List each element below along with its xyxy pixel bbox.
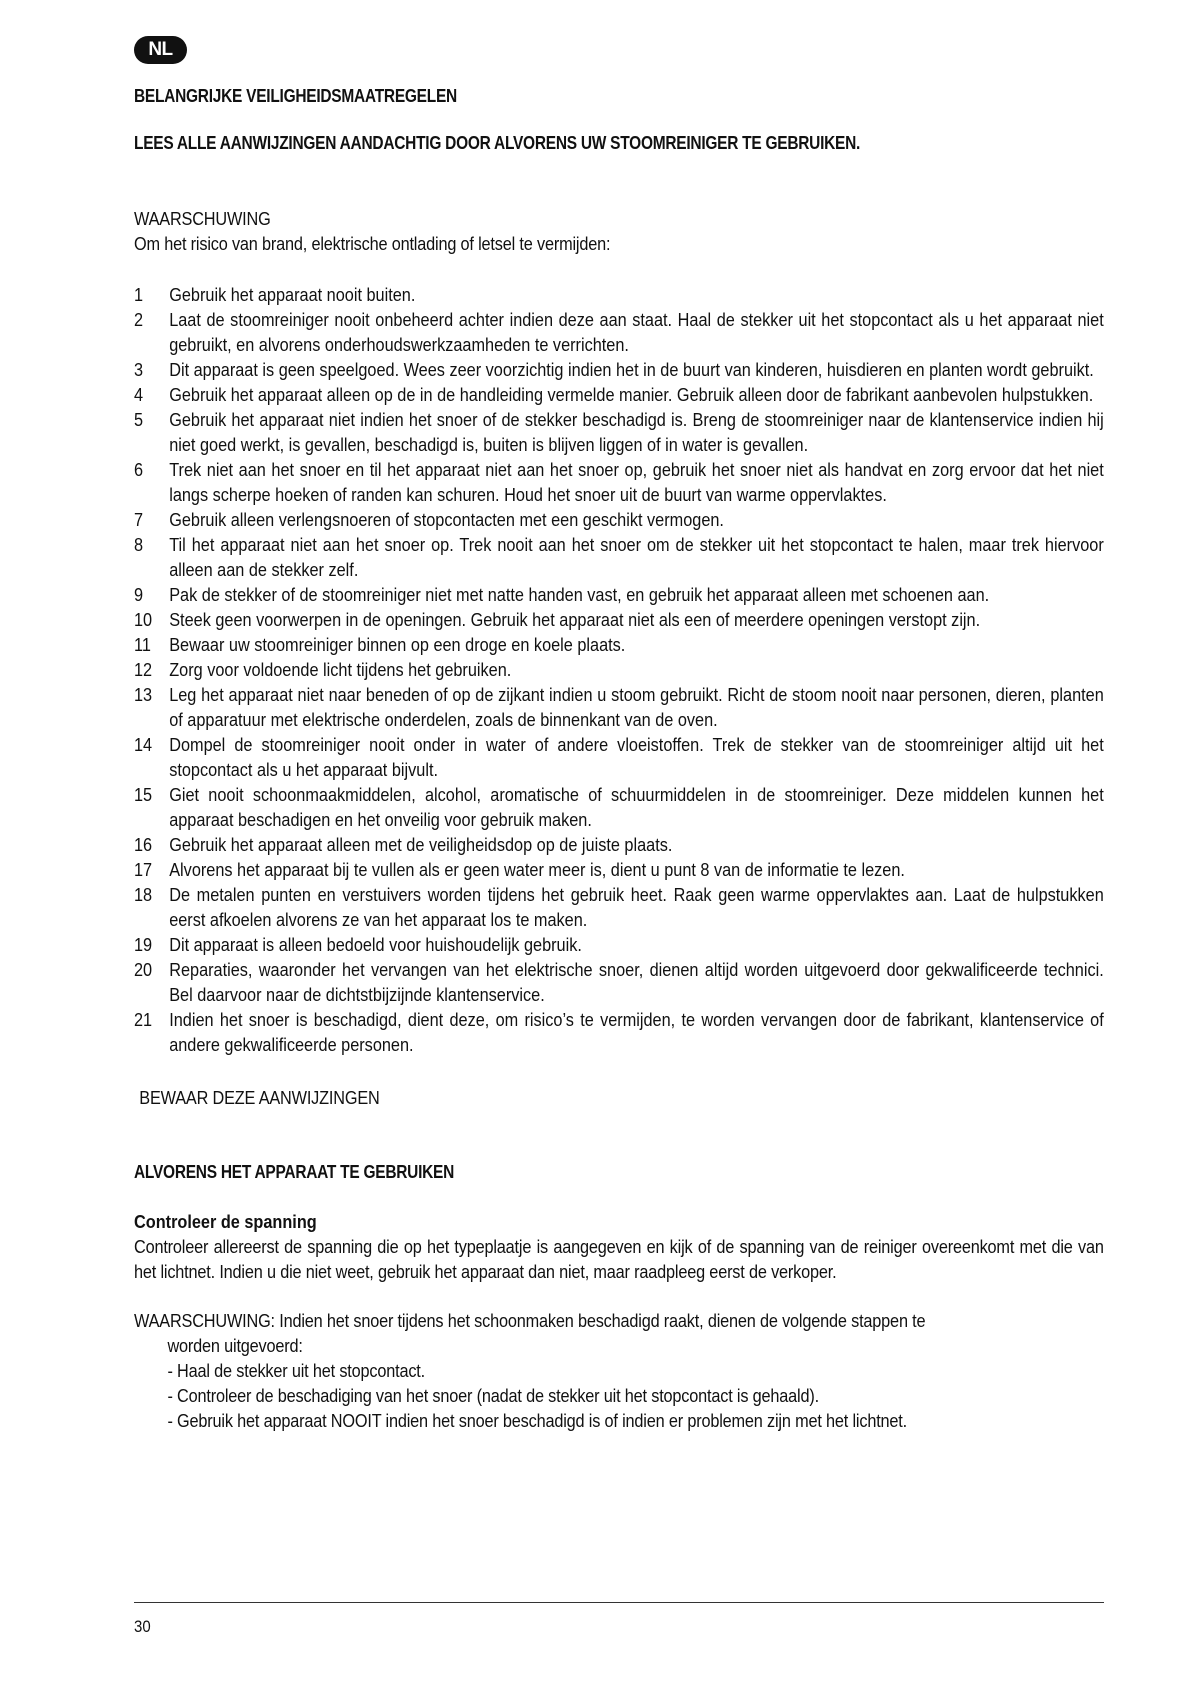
rule-text: Reparaties, waaronder het vervangen van het elektrische snoer, dienen altijd worden uitgevoerd door gekwalificeerde technici. Bel daarvoor naar de dichtstbijzijnde klantenservice. (169, 959, 1104, 1005)
rule-text: Giet nooit schoonmaakmiddelen, alcohol, aromatische of schuurmiddelen in de stoomreiniger. Deze middelen kunnen het apparaat beschadigen en het onveilig voor gebruik maken. (169, 784, 1104, 830)
language-badge: NL (134, 36, 187, 64)
page-title: BELANGRIJKE VEILIGHEIDSMAATREGELEN (134, 86, 457, 106)
list-item (134, 282, 1104, 307)
rule-number: 1 (134, 284, 144, 305)
list-item (134, 582, 1104, 607)
rule-number: 13 (134, 684, 153, 705)
safety-rules-list (134, 282, 1104, 1057)
list-item (134, 507, 1104, 532)
list-item (134, 957, 1104, 1007)
rule-text: Til het apparaat niet aan het snoer op. Trek nooit aan het snoer om de stekker uit het stopcontact te halen, maar trek hiervoor alleen aan de stekker zelf. (169, 534, 1104, 580)
list-item (134, 407, 1104, 457)
warning-intro: Om het risico van brand, elektrische ontlading of letsel te vermijden: (134, 233, 611, 254)
rule-text: Gebruik het apparaat niet indien het snoer of de stekker beschadigd is. Breng de stoomreiniger naar de klantenservice indien hij niet goed werkt, is gevallen, beschadigd is, buiten is blijven liggen of in water is gevallen. (169, 409, 1104, 455)
rule-number: 17 (134, 859, 153, 880)
list-item (134, 1007, 1104, 1057)
list-item (134, 307, 1104, 357)
rule-text: Gebruik het apparaat alleen op de in de handleiding vermelde manier. Gebruik alleen door de fabrikant aanbevolen hulpstukken. (169, 384, 1094, 405)
rule-number: 8 (134, 534, 144, 555)
voltage-text: Controleer allereerst de spanning die op het typeplaatje is aangegeven en kijk of de spanning van de reiniger overeenkomt met die van het lichtnet. Indien u die niet weet, gebruik het apparaat dan niet, maar raadpleeg eerst de verkoper. (134, 1236, 1104, 1282)
list-item (134, 382, 1104, 407)
rule-text: Dompel de stoomreiniger nooit onder in water of andere vloeistoffen. Trek de stekker van de stoomreiniger altijd uit het stopcontact als u het apparaat bijvult. (169, 734, 1104, 780)
rule-text: Gebruik het apparaat alleen met de veiligheidsdop op de juiste plaats. (169, 834, 673, 855)
list-item (134, 932, 1104, 957)
rule-text: De metalen punten en verstuivers worden tijdens het gebruik heet. Raak geen warme oppervlaktes aan. Laat de hulpstukken eerst afkoelen alvorens ze van het apparaat los te maken. (169, 884, 1104, 930)
rule-text: Pak de stekker of de stoomreiniger niet met natte handen vast, en gebruik het apparaat alleen met schoenen aan. (169, 584, 990, 605)
before-use-section (134, 1209, 1104, 1433)
page-number: 30 (134, 1617, 151, 1636)
rule-text: Dit apparaat is geen speelgoed. Wees zeer voorzichtig indien het in de buurt van kinderen, huisdieren en planten wordt gebruikt. (169, 359, 1094, 380)
rule-text: Dit apparaat is alleen bedoeld voor huishoudelijk gebruik. (169, 934, 582, 955)
voltage-heading: Controleer de spanning (134, 1211, 317, 1232)
rule-number: 7 (134, 509, 144, 530)
rule-number: 12 (134, 659, 153, 680)
list-item (134, 882, 1104, 932)
list-item: - Controleer de beschadiging van het snoer (nadat de stekker uit het stopcontact is gehaald). (167, 1385, 819, 1406)
rule-number: 6 (134, 459, 144, 480)
cord-warning-steps (134, 1333, 1104, 1433)
rule-number: 19 (134, 934, 153, 955)
list-item (134, 457, 1104, 507)
list-item: - Gebruik het apparaat NOOIT indien het snoer beschadigd is of indien er problemen zijn met het lichtnet. (167, 1410, 908, 1431)
rule-text: Gebruik alleen verlengsnoeren of stopcontacten met een geschikt vermogen. (169, 509, 724, 530)
list-item (134, 682, 1104, 732)
rule-text: Indien het snoer is beschadigd, dient deze, om risico’s te vermijden, te worden vervangen door de fabrikant, klantenservice of andere gekwalificeerde personen. (169, 1009, 1104, 1055)
rule-number: 15 (134, 784, 153, 805)
warning-label: WAARSCHUWING (134, 208, 271, 229)
manual-page (134, 36, 1104, 1433)
rule-text: Alvorens het apparaat bij te vullen als er geen water meer is, dient u punt 8 van de informatie te lezen. (169, 859, 905, 880)
list-item (134, 632, 1104, 657)
footer-divider (134, 1602, 1104, 1603)
rule-number: 14 (134, 734, 153, 755)
rule-number: 2 (134, 309, 144, 330)
rule-number: 16 (134, 834, 153, 855)
rule-number: 18 (134, 884, 153, 905)
rule-number: 5 (134, 409, 144, 430)
section-title-before-use: ALVORENS HET APPARAAT TE GEBRUIKEN (134, 1162, 455, 1182)
rule-text: Gebruik het apparaat nooit buiten. (169, 284, 416, 305)
rule-text: Steek geen voorwerpen in de openingen. Gebruik het apparaat niet als een of meerdere openingen verstopt zijn. (169, 609, 981, 630)
keep-instructions: BEWAAR DEZE AANWIJZINGEN (139, 1087, 380, 1108)
list-item (134, 782, 1104, 832)
cord-warning-continuation: worden uitgevoerd: (167, 1335, 303, 1356)
list-item: - Haal de stekker uit het stopcontact. (167, 1360, 425, 1381)
rule-text: Zorg voor voldoende licht tijdens het gebruiken. (169, 659, 512, 680)
rule-number: 21 (134, 1009, 153, 1030)
rule-number: 9 (134, 584, 144, 605)
rule-number: 3 (134, 359, 144, 380)
rule-number: 10 (134, 609, 153, 630)
rule-number: 11 (134, 634, 151, 655)
rule-text: Leg het apparaat niet naar beneden of op de zijkant indien u stoom gebruikt. Richt de stoom nooit naar personen, dieren, planten of apparatuur met elektrische onderdelen, zoals de binnenkant van de oven. (169, 684, 1104, 730)
rule-number: 20 (134, 959, 153, 980)
safety-section (134, 206, 1104, 1110)
list-item (134, 357, 1104, 382)
list-item (134, 832, 1104, 857)
rule-text: Laat de stoomreiniger nooit onbeheerd achter indien deze aan staat. Haal de stekker uit het stopcontact als u het apparaat niet gebruikt, en alvorens onderhoudswerkzaamheden te verrichten. (169, 309, 1104, 355)
list-item (134, 607, 1104, 632)
cord-warning-text: WAARSCHUWING: Indien het snoer tijdens het schoonmaken beschadigd raakt, dienen de volgende stappen te (134, 1310, 926, 1331)
page-subtitle: LEES ALLE AANWIJZINGEN AANDACHTIG DOOR ALVORENS UW STOOMREINIGER TE GEBRUIKEN. (134, 133, 861, 153)
rule-text: Trek niet aan het snoer en til het apparaat niet aan het snoer op, gebruik het snoer niet als handvat en zorg ervoor dat het niet langs scherpe hoeken of randen kan schuren. Houd het snoer uit de buurt van warme oppervlaktes. (169, 459, 1104, 505)
list-item (134, 532, 1104, 582)
rule-text: Bewaar uw stoomreiniger binnen op een droge en koele plaats. (169, 634, 626, 655)
cord-warning (134, 1308, 1104, 1433)
list-item (134, 657, 1104, 682)
list-item (134, 857, 1104, 882)
warning-block (134, 206, 1104, 256)
list-item (134, 732, 1104, 782)
rule-number: 4 (134, 384, 144, 405)
